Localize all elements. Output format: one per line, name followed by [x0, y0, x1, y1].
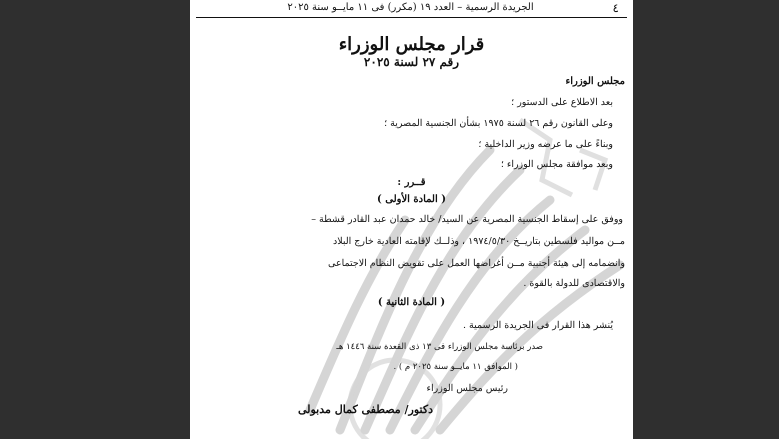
article1-heading: ( المادة الأولى )	[377, 194, 446, 205]
article2-heading: ( المادة الثانية )	[377, 297, 446, 308]
issued-line: صدر برئاسة مجلس الوزراء فى ١٣ ذى القعدة سنة ١٤٤٦ هـ	[336, 342, 543, 352]
signatory-name: دكتور/ مصطفى كمال مدبولى	[297, 403, 433, 416]
corresponding-line: ( الموافق ١١ مايــو سنة ٢٠٢٥ م ) .	[393, 362, 518, 372]
preamble-line: وبناءً على ما عرضه وزير الداخلية ؛	[478, 139, 613, 150]
article1-line: مــن مواليد فلسطين بتاريــخ ١٩٧٤/٥/٣٠ ، وذلــك لإقامته العادية خارج البلاد	[332, 236, 625, 247]
decree-title: قرار مجلس الوزراء	[338, 34, 485, 55]
gazette-header-title: الجريدة الرسمية – العدد ١٩ (مكرر) فى ١١ مايــو سنة ٢٠٢٥	[287, 2, 534, 13]
article2-text: يُنشر هذا القرار فى الجريدة الرسمية .	[463, 320, 613, 331]
header-rule	[196, 17, 627, 18]
article1-line: ووفق على إسقاط الجنسية المصرية عن السيد/ خالد حمدان عبد القادر قشطة –	[311, 214, 623, 225]
article1-line: وانضمامه إلى هيئة أجنبية مــن أغراضها العمل على تقويض النظام الاجتماعى	[327, 258, 625, 269]
article1-line: والاقتصادى للدولة بالقوة .	[523, 278, 625, 289]
signatory-title: رئيس مجلس الوزراء	[426, 383, 508, 394]
preamble-line: وبعد موافقة مجلس الوزراء ؛	[500, 159, 613, 170]
issuer-heading: مجلس الوزراء	[565, 76, 625, 87]
page-number: ٤	[612, 1, 619, 15]
decree-number: رقم ٢٧ لسنة ٢٠٢٥	[363, 55, 460, 69]
preamble-line: بعد الاطلاع على الدستور ؛	[511, 97, 613, 108]
decided-heading: قــرر :	[397, 177, 426, 188]
preamble-line: وعلى القانون رقم ٢٦ لسنة ١٩٧٥ بشأن الجنسية المصرية ؛	[384, 118, 613, 129]
gazette-page	[190, 0, 633, 439]
page-header	[198, 1, 623, 17]
